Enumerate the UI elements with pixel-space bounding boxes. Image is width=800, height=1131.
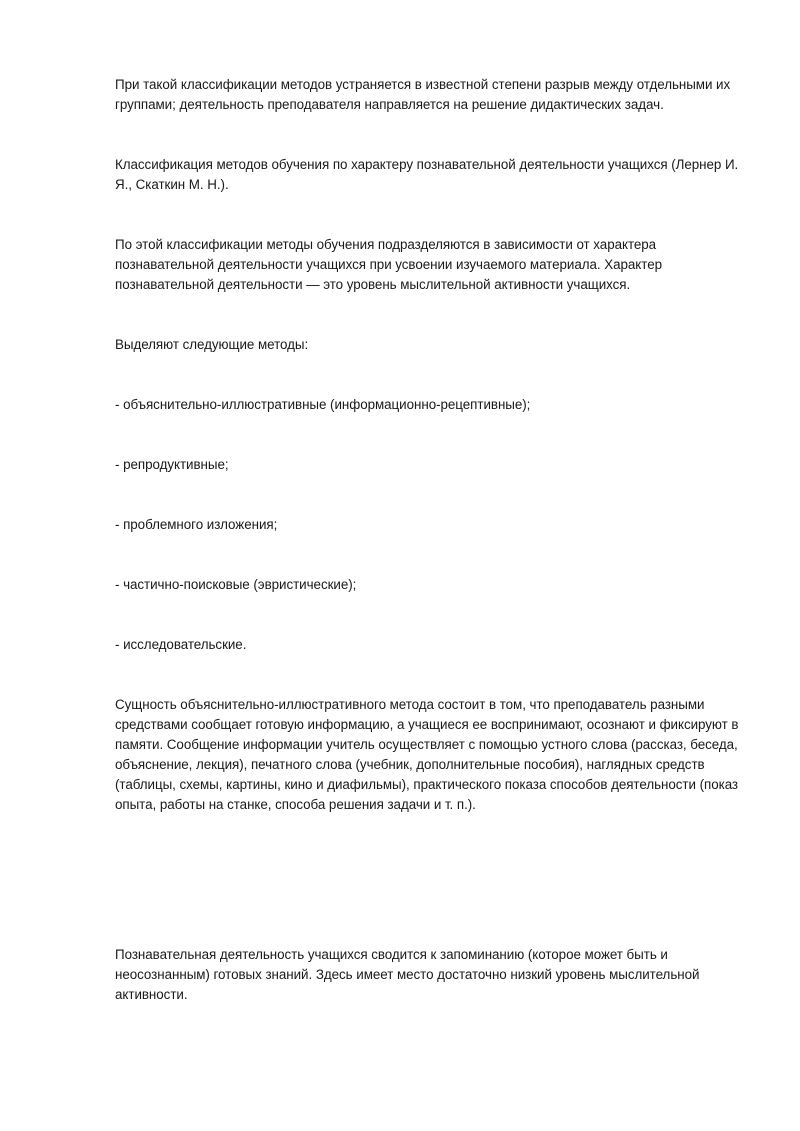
list-item-problem: - проблемного изложения; (115, 517, 278, 532)
paragraph-classification-description: По этой классификации методы обучения подразделяются в зависимости от характера познавательной деятельности учащихся при усвоении изучаемого материала. Характер познавательной деятельности — это уровень мыслительной активности учащихся. (115, 237, 662, 292)
paragraph-classification-heading: Классификация методов обучения по характеру познавательной деятельности учащихся (Лернер И. Я., Скаткин М. Н.). (115, 157, 739, 192)
paragraph-cognitive-activity: Познавательная деятельность учащихся сводится к запоминанию (которое может быть и неосознанным) готовых знаний. Здесь имеет место достаточно низкий уровень мыслительной активности. (115, 947, 700, 1002)
list-item-explanatory: - объяснительно-иллюстративные (информационно-рецептивные); (115, 397, 531, 412)
paragraph-classification-gap: При такой классификации методов устраняется в известной степени разрыв между отдельными их группами; деятельность преподавателя направляется на решение дидактических задач. (115, 77, 731, 112)
paragraph-methods-intro: Выделяют следующие методы: (115, 337, 309, 352)
list-item-reproductive: - репродуктивные; (115, 457, 229, 472)
list-item-partial-search: - частично-поисковые (эвристические); (115, 577, 357, 592)
paragraph-explanatory-essence: Сущность объяснительно-иллюстративного метода состоит в том, что преподаватель разными средствами сообщает готовую информацию, а учащиеся ее воспринимают, осознают и фиксируют в памяти. Сообщение информации учитель осуществляет с помощью устного слова (рассказ, беседа, объяснение, лекция), печатного слова (учебник, дополнительные пособия), наглядных средств (таблицы, схемы, картины, кино и диафильмы), практического показа способов деятельности (показ опыта, работы на станке, способа решения задачи и т. п.). (115, 697, 739, 812)
list-item-research: - исследовательские. (115, 637, 247, 652)
